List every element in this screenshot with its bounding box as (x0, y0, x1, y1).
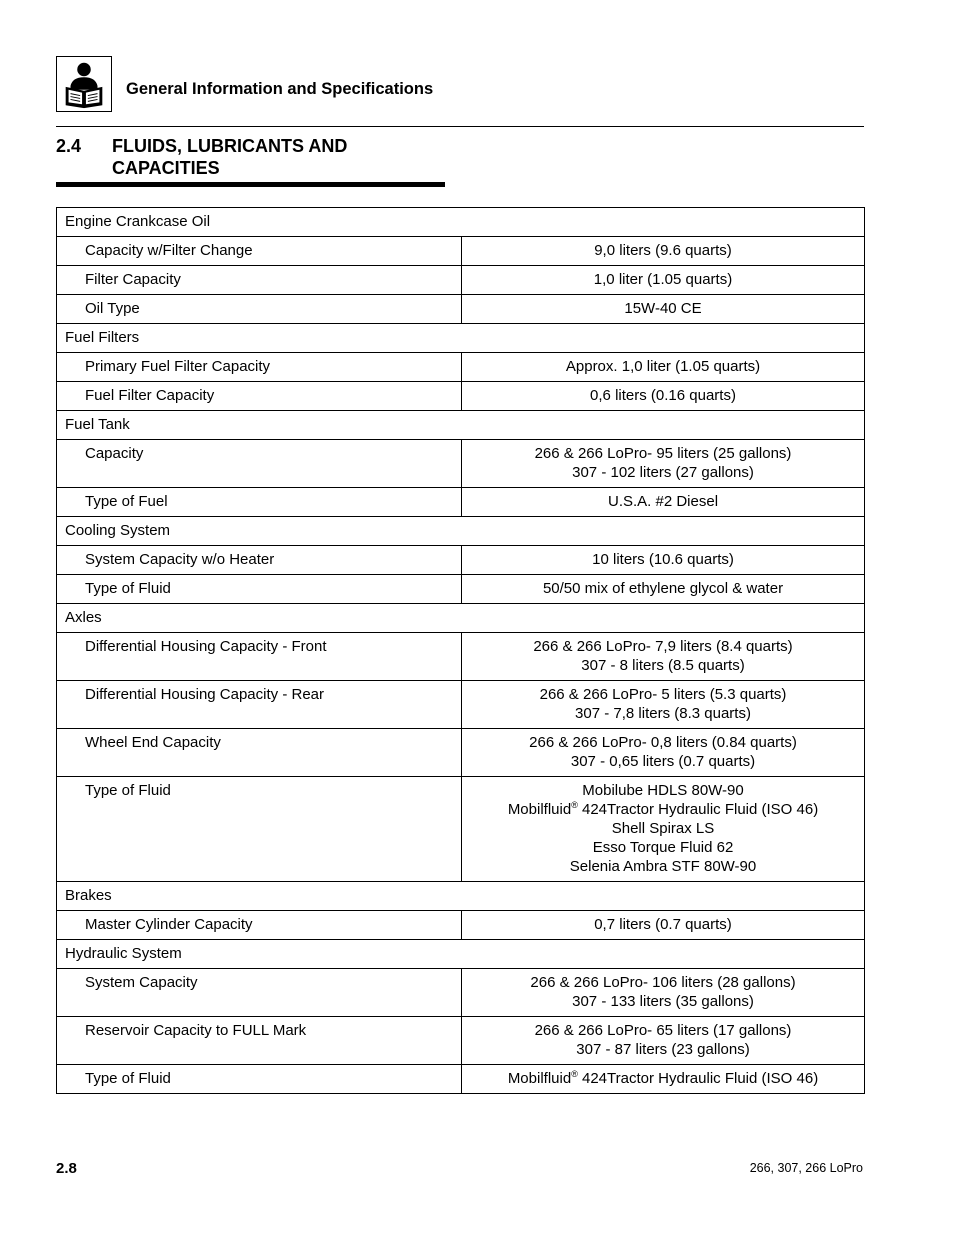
spec-label: Primary Fuel Filter Capacity (57, 353, 462, 382)
table-row (57, 911, 865, 940)
table-group-row (57, 411, 865, 440)
group-heading: Engine Crankcase Oil (57, 208, 865, 237)
group-heading: Hydraulic System (57, 940, 865, 969)
header-title: General Information and Specifications (126, 80, 434, 98)
table-group-row (57, 517, 865, 546)
table-group-row (57, 882, 865, 911)
group-heading: Brakes (57, 882, 865, 911)
table-row (57, 575, 865, 604)
spec-value (462, 633, 865, 681)
spec-value-line: 9,0 liters (9.6 quarts) (594, 242, 732, 259)
spec-label: Type of Fluid (57, 575, 462, 604)
spec-label: Capacity w/Filter Change (57, 237, 462, 266)
group-heading: Axles (57, 604, 865, 633)
spec-value (462, 295, 865, 324)
spec-label: Type of Fluid (57, 777, 462, 882)
table-row (57, 969, 865, 1017)
spec-value-line: Shell Spirax LS (611, 820, 715, 837)
spec-value-line: Mobilfluid® 424Tractor Hydraulic Fluid (ISO 46) (507, 1069, 819, 1087)
table-row (57, 633, 865, 681)
spec-value-line: Approx. 1,0 liter (1.05 quarts) (565, 358, 761, 375)
spec-value (462, 911, 865, 940)
section-underline (56, 182, 445, 187)
page-number: 2.8 (56, 1160, 77, 1177)
spec-label: Filter Capacity (57, 266, 462, 295)
table-row (57, 440, 865, 488)
section-title: FLUIDS, LUBRICANTS AND CAPACITIES (112, 136, 348, 178)
table-group-row (57, 208, 865, 237)
spec-value-line: Selenia Ambra STF 80W-90 (569, 858, 757, 875)
spec-value-line: 266 & 266 LoPro- 5 liters (5.3 quarts) (539, 686, 787, 703)
spec-value-line: 307 - 133 liters (35 gallons) (572, 993, 754, 1010)
spec-value-line: 50/50 mix of ethylene glycol & water (542, 580, 784, 597)
spec-label: Reservoir Capacity to FULL Mark (57, 1017, 462, 1065)
spec-value-line: 307 - 8 liters (8.5 quarts) (581, 657, 745, 674)
spec-value-line: 307 - 0,65 liters (0.7 quarts) (570, 753, 756, 770)
spec-value-line: 10 liters (10.6 quarts) (592, 551, 734, 568)
spec-label: Differential Housing Capacity - Front (57, 633, 462, 681)
spec-label: Differential Housing Capacity - Rear (57, 681, 462, 729)
spec-value (462, 488, 865, 517)
table-row (57, 546, 865, 575)
spec-value (462, 546, 865, 575)
table-row (57, 1017, 865, 1065)
spec-label: System Capacity w/o Heater (57, 546, 462, 575)
manual-logo (56, 56, 112, 112)
spec-label: Oil Type (57, 295, 462, 324)
group-heading: Cooling System (57, 517, 865, 546)
table-group-row (57, 324, 865, 353)
spec-label: Type of Fuel (57, 488, 462, 517)
group-heading: Fuel Filters (57, 324, 865, 353)
section-number: 2.4 (56, 136, 82, 156)
spec-label: Type of Fluid (57, 1065, 462, 1094)
table-row (57, 488, 865, 517)
spec-value-line: Mobilfluid® 424Tractor Hydraulic Fluid (ISO 46) (507, 800, 819, 818)
spec-value-line: U.S.A. #2 Diesel (607, 493, 719, 510)
model-list: 266, 307, 266 LoPro (749, 1161, 863, 1175)
spec-value-line: 0,7 liters (0.7 quarts) (594, 916, 732, 933)
table-group-row (57, 940, 865, 969)
spec-value (462, 729, 865, 777)
spec-label: Wheel End Capacity (57, 729, 462, 777)
group-heading: Fuel Tank (57, 411, 865, 440)
table-row (57, 295, 865, 324)
table-row (57, 1065, 865, 1094)
spec-value-line: 307 - 102 liters (27 gallons) (572, 464, 754, 481)
spec-value-line: Mobilube HDLS 80W-90 (582, 782, 744, 799)
spec-label: System Capacity (57, 969, 462, 1017)
spec-value (462, 440, 865, 488)
spec-value (462, 969, 865, 1017)
table-row (57, 353, 865, 382)
spec-value (462, 1065, 865, 1094)
spec-value (462, 777, 865, 882)
header-divider (56, 126, 864, 127)
table-group-row (57, 604, 865, 633)
spec-value-line: 1,0 liter (1.05 quarts) (593, 271, 733, 288)
spec-label: Capacity (57, 440, 462, 488)
spec-value-line: 307 - 87 liters (23 gallons) (576, 1041, 750, 1058)
spec-value-line: 266 & 266 LoPro- 7,9 liters (8.4 quarts) (533, 638, 793, 655)
table-row (57, 237, 865, 266)
spec-value (462, 382, 865, 411)
spec-value-line: Esso Torque Fluid 62 (592, 839, 734, 856)
table-row (57, 729, 865, 777)
spec-value-line: 15W-40 CE (624, 300, 702, 317)
spec-value (462, 237, 865, 266)
spec-value (462, 1017, 865, 1065)
spec-value-line: 266 & 266 LoPro- 106 liters (28 gallons) (530, 974, 796, 991)
fluids-capacities-table (56, 207, 865, 1094)
spec-value-line: 266 & 266 LoPro- 95 liters (25 gallons) (534, 445, 792, 462)
spec-value (462, 266, 865, 295)
table-row (57, 382, 865, 411)
spec-value (462, 353, 865, 382)
table-row (57, 681, 865, 729)
spec-label: Master Cylinder Capacity (57, 911, 462, 940)
spec-value-line: 266 & 266 LoPro- 65 liters (17 gallons) (534, 1022, 792, 1039)
spec-label: Fuel Filter Capacity (57, 382, 462, 411)
spec-value-line: 266 & 266 LoPro- 0,8 liters (0.84 quarts) (529, 734, 797, 751)
table-row (57, 266, 865, 295)
spec-value (462, 681, 865, 729)
spec-value-line: 0,6 liters (0.16 quarts) (590, 387, 736, 404)
table-row (57, 777, 865, 882)
spec-value (462, 575, 865, 604)
spec-value-line: 307 - 7,8 liters (8.3 quarts) (575, 705, 751, 722)
person-reading-book-icon (57, 57, 111, 111)
